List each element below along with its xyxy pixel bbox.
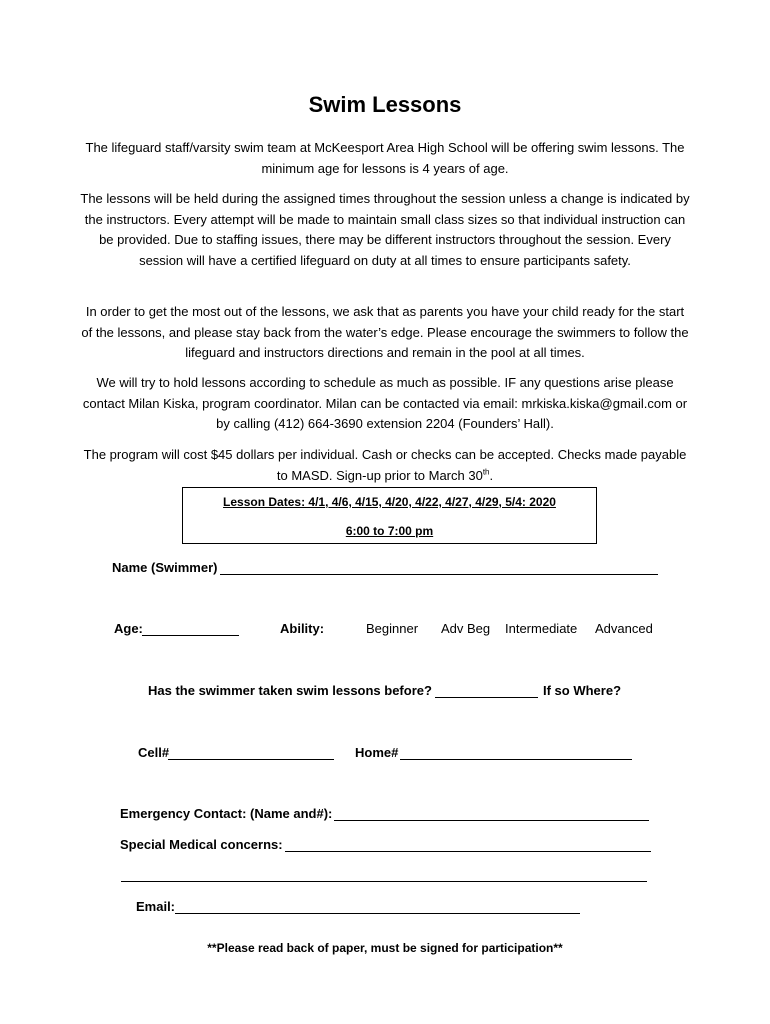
email-label: Email: (136, 899, 176, 914)
cell-field[interactable] (168, 759, 334, 760)
schedule-paragraph: The lessons will be held during the assigned times throughout the session unless a change is indicated by the instructors. Every attempt will be made to maintain small class sizes so that individual instruction can be provided. Due to staffing issues, there may be different instructors throughout the session. Every session will have a certified lifeguard on duty at all times to ensure participants safety. (80, 191, 690, 268)
lesson-dates-box (182, 487, 597, 544)
ability-option-beginner[interactable]: Beginner (366, 621, 419, 636)
cost-period: . (489, 467, 494, 483)
lesson-dates: Lesson Dates: 4/1, 4/6, 4/15, 4/20, 4/22, 4/27, 4/29, 5/4: 2020 (223, 495, 556, 509)
intro-paragraph: The lifeguard staff/varsity swim team at McKeesport Area High School will be offering swim lessons. The minimum age for lessons is 4 years of age. (85, 140, 685, 176)
medical-concerns-label: Special Medical concerns: (120, 837, 283, 852)
cost-paragraph (80, 445, 690, 486)
footer-note: **Please read back of paper, must be signed for participation** (207, 941, 563, 955)
email-field[interactable] (175, 913, 580, 914)
emergency-contact-label: Emergency Contact: (Name and#): (120, 806, 333, 821)
prior-lessons-field[interactable] (435, 697, 538, 698)
medical-concerns-field[interactable] (285, 851, 651, 852)
ability-option-advanced[interactable]: Advanced (595, 621, 653, 636)
home-label: Home# (355, 745, 399, 760)
name-field[interactable] (220, 574, 658, 575)
cost-text: The program will cost $45 dollars per individual. Cash or checks can be accepted. Checks made payable to MASD. Sign-up prior to March 30 (83, 447, 687, 483)
where-label: If so Where? (543, 683, 622, 698)
age-label: Age: (114, 621, 143, 636)
emergency-contact-field[interactable] (334, 820, 649, 821)
ability-option-intermediate[interactable]: Intermediate (505, 621, 578, 636)
date-suffix: th (482, 467, 490, 477)
contact-paragraph: We will try to hold lessons according to schedule as much as possible. IF any questions arise please contact Milan Kiska, program coordinator. Milan can be contacted via email: mrkiska.kiska@gmail.com or by calling (412) 664-3690 extension 2204 (Founders’ Hall). (82, 375, 688, 431)
lesson-time: 6:00 to 7:00 pm (345, 524, 434, 538)
cell-label: Cell# (138, 745, 170, 760)
age-field[interactable] (142, 635, 239, 636)
prior-lessons-label: Has the swimmer taken swim lessons before? (148, 683, 432, 698)
parents-paragraph: In order to get the most out of the lessons, we ask that as parents you have your child ready for the start of the lessons, and please stay back from the water’s edge. Please encourage the swimmers to follow the lifeguard and instructors directions and remain in the pool at all times. (81, 304, 689, 360)
ability-option-adv-beg[interactable]: Adv Beg (441, 621, 491, 636)
ability-label: Ability: (280, 621, 325, 636)
medical-concerns-field-line-2[interactable] (121, 881, 647, 882)
page-title: Swim Lessons (308, 92, 462, 117)
name-label: Name (Swimmer) (112, 560, 218, 575)
home-field[interactable] (400, 759, 632, 760)
